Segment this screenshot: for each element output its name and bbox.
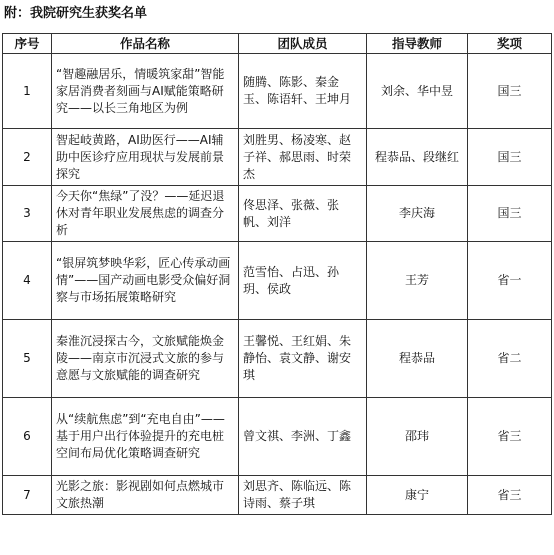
cell-advisor: 刘余、华中昱 <box>367 54 468 129</box>
cell-no: 1 <box>3 54 52 129</box>
header-advisor: 指导教师 <box>367 34 468 54</box>
cell-team: 范雪怡、占迅、孙玥、侯政 <box>239 242 367 320</box>
cell-name: 今天你“焦绿”了没？——延迟退休对青年职业发展焦虑的调查分析 <box>52 186 239 242</box>
cell-advisor: 王芳 <box>367 242 468 320</box>
cell-award: 国三 <box>468 186 552 242</box>
cell-name: “智趣融居乐，情暖筑家甜”智能家居消费者刻画与AI赋能策略研究——以长三角地区为例 <box>52 54 239 129</box>
cell-team: 曾文祺、李洲、丁鑫 <box>239 398 367 476</box>
table-row <box>3 129 552 186</box>
cell-no: 5 <box>3 320 52 398</box>
cell-advisor: 程恭品 <box>367 320 468 398</box>
cell-advisor: 李庆海 <box>367 186 468 242</box>
table-row <box>3 476 552 515</box>
cell-team: 佟思泽、张薇、张帆、刘洋 <box>239 186 367 242</box>
cell-award: 省二 <box>468 320 552 398</box>
cell-advisor: 康宁 <box>367 476 468 515</box>
cell-award: 省三 <box>468 398 552 476</box>
cell-award: 省一 <box>468 242 552 320</box>
cell-award: 国三 <box>468 54 552 129</box>
table-row <box>3 186 552 242</box>
cell-name: 智起岐黄路，AI助医行——AI辅助中医诊疗应用现状与发展前景探究 <box>52 129 239 186</box>
header-no: 序号 <box>3 34 52 54</box>
table-row <box>3 320 552 398</box>
cell-no: 4 <box>3 242 52 320</box>
cell-no: 2 <box>3 129 52 186</box>
cell-advisor: 程恭品、段继红 <box>367 129 468 186</box>
cell-name: 秦淮沉浸探古今，文旅赋能焕金陵——南京市沉浸式文旅的参与意愿与文旅赋能的调查研究 <box>52 320 239 398</box>
cell-team: 刘胜男、杨凌寒、赵子祥、郝思雨、时荣杰 <box>239 129 367 186</box>
table-row <box>3 398 552 476</box>
header-award: 奖项 <box>468 34 552 54</box>
cell-award: 国三 <box>468 129 552 186</box>
cell-no: 6 <box>3 398 52 476</box>
cell-award: 省三 <box>468 476 552 515</box>
cell-advisor: 邵玮 <box>367 398 468 476</box>
table-row <box>3 54 552 129</box>
cell-name: “银屏筑梦映华彩，匠心传承动画情”——国产动画电影受众偏好洞察与市场拓展策略研究 <box>52 242 239 320</box>
page-caption: 附：我院研究生获奖名单 <box>4 6 148 21</box>
cell-team: 王馨悦、王红娟、朱静怡、袁文静、谢安琪 <box>239 320 367 398</box>
header-team: 团队成员 <box>239 34 367 54</box>
cell-name: 从“续航焦虑”到“充电自由”——基于用户出行体验提升的充电桩空间布局优化策略调查研究 <box>52 398 239 476</box>
award-table <box>2 33 552 515</box>
table-header-row <box>3 34 552 54</box>
table-row <box>3 242 552 320</box>
cell-team: 刘思齐、陈临远、陈诗雨、蔡子琪 <box>239 476 367 515</box>
cell-no: 3 <box>3 186 52 242</box>
cell-name: 光影之旅：影视剧如何点燃城市文旅热潮 <box>52 476 239 515</box>
cell-no: 7 <box>3 476 52 515</box>
cell-team: 随腾、陈影、秦金玉、陈语轩、王坤月 <box>239 54 367 129</box>
header-name: 作品名称 <box>52 34 239 54</box>
